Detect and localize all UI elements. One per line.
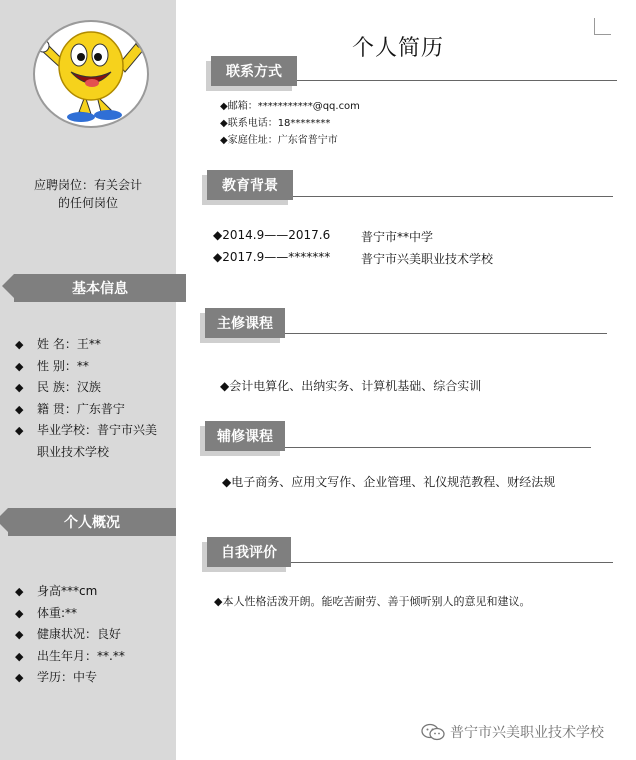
list-item: ◆ 出生年月：**.** <box>15 646 125 668</box>
list-item: ◆ 体重:** <box>15 603 125 625</box>
avatar <box>33 20 149 128</box>
basic-info-banner <box>14 274 186 302</box>
banner-arrow-icon <box>2 274 14 298</box>
diamond-bullet-icon: ◆ <box>15 424 24 437</box>
major-courses-rule <box>285 333 607 334</box>
applied-position <box>0 176 176 212</box>
list-item: ◆ 籍 贯：广东普宁 <box>15 399 157 421</box>
smiley-mascot-icon <box>35 22 147 126</box>
list-item: ◆ 姓 名：王** <box>15 334 157 356</box>
source-watermark <box>420 722 604 742</box>
education-period: ◆2014.9——2017.6 <box>213 228 331 242</box>
contact-heading: 联系方式 <box>211 56 297 86</box>
minor-courses-rule <box>285 447 591 448</box>
wechat-icon <box>420 722 446 742</box>
contact-rule <box>297 80 617 81</box>
list-item: ◆ 民 族：汉族 <box>15 377 157 399</box>
position-line-2: 的任何岗位 <box>57 196 118 210</box>
contact-email: ◆邮箱：***********@qq.com <box>220 101 360 112</box>
overview-title: 个人概况 <box>64 515 120 531</box>
diamond-bullet-icon: ◆ <box>15 402 24 416</box>
banner-arrow-icon <box>0 508 8 532</box>
overview-banner <box>8 508 176 536</box>
overview-list <box>15 581 125 689</box>
basic-info-list <box>15 334 157 463</box>
source-name: 普宁市兴美职业技术学校 <box>450 725 604 741</box>
education-rule <box>293 196 613 197</box>
diamond-bullet-icon: ◆ <box>15 338 24 351</box>
education-school: 普宁市兴美职业技术学校 <box>361 252 494 266</box>
list-item: ◆ 身高***cm <box>15 581 125 603</box>
education-heading: 教育背景 <box>207 170 293 200</box>
contact-info <box>220 98 360 149</box>
major-courses-heading: 主修课程 <box>205 308 285 338</box>
page-title: 个人简历 <box>352 36 445 61</box>
self-evaluation-rule <box>291 562 613 563</box>
basic-info-title: 基本信息 <box>72 281 128 297</box>
self-evaluation-heading: 自我评价 <box>207 537 291 567</box>
education-school: 普宁市**中学 <box>361 230 434 244</box>
diamond-bullet-icon: ◆ <box>15 381 24 394</box>
diamond-bullet-icon: ◆ <box>15 649 24 663</box>
diamond-bullet-icon: ◆ <box>15 628 24 641</box>
diamond-bullet-icon: ◆ <box>15 671 24 684</box>
position-line-1: 应聘岗位：有关会计 <box>33 178 142 192</box>
diamond-bullet-icon: ◆ <box>15 585 24 598</box>
list-item: ◆ 毕业学校：普宁市兴美 职业技术学校 <box>15 420 157 463</box>
minor-courses-heading: 辅修课程 <box>205 421 285 451</box>
contact-phone: ◆联系电话：18******** <box>220 118 331 129</box>
sidebar <box>0 0 176 760</box>
diamond-bullet-icon: ◆ <box>15 606 24 620</box>
list-item: ◆ 学历：中专 <box>15 667 125 689</box>
education-period: ◆2017.9——******* <box>213 250 331 264</box>
diamond-bullet-icon: ◆ <box>15 359 24 373</box>
corner-mark <box>594 18 611 35</box>
list-item: ◆ 健康状况：良好 <box>15 624 125 646</box>
list-item: ◆ 性 别：** <box>15 356 157 378</box>
contact-address: ◆家庭住址：广东省普宁市 <box>220 135 338 146</box>
